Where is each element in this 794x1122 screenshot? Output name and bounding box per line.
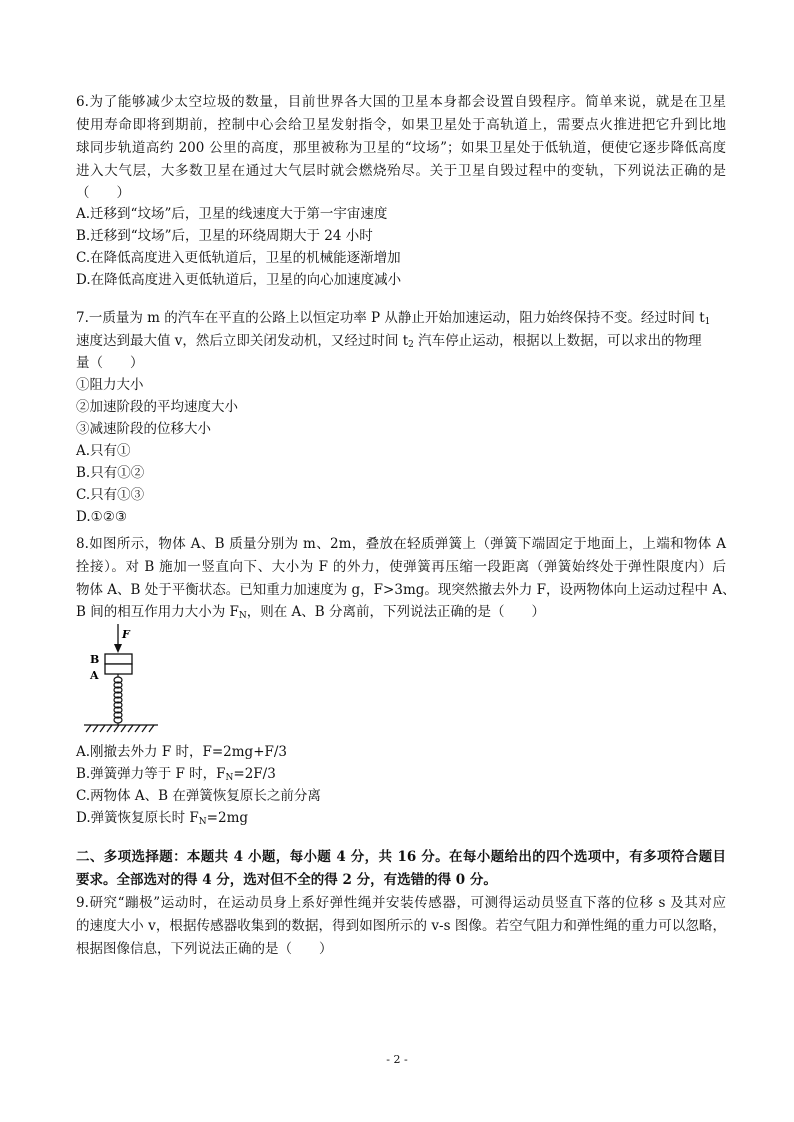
force-label: F — [122, 628, 130, 641]
q8-option-d-subscript: N — [198, 817, 207, 827]
q8-fn-subscript: N — [238, 611, 247, 621]
q7-item-3: ③减速阶段的位移大小 — [76, 421, 211, 437]
q7-stem-line — [76, 308, 726, 333]
q8-option-d-text: D.弹簧恢复原长时 F — [76, 810, 199, 826]
q8-option-b-subscript: N — [225, 773, 234, 783]
q8-stem-line: 8.如图所示，物体 A、B 质量分别为 m、2m，叠放在轻质弹簧上（弹簧下端固定于地面上，上端和物体 A — [76, 536, 726, 552]
q6-option-d: D.在降低高度进入更低轨道后，卫星的向心加速度减小 — [76, 272, 402, 288]
q8-stem-text: ，则在 A、B 分离前，下列说法正确的是（ ） — [246, 604, 546, 620]
q8-stem-text: B 间的相互作用力大小为 F — [76, 604, 239, 620]
q8-option-b-text: =2F/3 — [233, 766, 276, 782]
spring — [114, 674, 122, 725]
q6-option-c: C.在降低高度进入更低轨道后，卫星的机械能逐渐增加 — [76, 250, 401, 266]
q6-option-a: A.迁移到“坟场”后，卫星的线速度大于第一宇宙速度 — [76, 206, 388, 222]
block-a — [105, 664, 132, 674]
section-2-instructions: 要求。全部选对的得 4 分，选对但不全的得 2 分，有选错的得 0 分。 — [76, 872, 497, 888]
q6-answer-bracket: （ ） — [76, 185, 130, 201]
q8-stem-line: 物体 A、B 处于平衡状态。已知重力加速度为 g，F>3mg。现突然撤去外力 F，设两物体向上运动过程中 A、 — [76, 582, 736, 598]
q8-option-d — [76, 808, 726, 833]
q6-stem-line: 6.为了能够减少太空垃圾的数量，目前世界各大国的卫星本身都会设置自毁程序。简单来说，就是在卫星 — [76, 94, 726, 110]
q7-option-a: A.只有① — [76, 443, 131, 459]
spring-blocks-figure — [80, 622, 180, 734]
q9-stem-line: 的速度大小 v，根据传感器收集到的数据，得到如图所示的 v-s 图像。若空气阻力和弹性绳的重力可以忽略， — [76, 918, 726, 934]
q7-t2-subscript: 2 — [408, 340, 414, 350]
q8-stem-line: 拴接）。对 B 施加一竖直向下、大小为 F 的外力，使弹簧再压缩一段距离（弹簧始终处于弹性限度内）后 — [76, 559, 726, 575]
q8-option-d-text: =2mg — [206, 810, 249, 826]
q7-option-c: C.只有①③ — [76, 487, 145, 503]
q7-stem-text: 汽车停止运动，根据以上数据，可以求出的物理 — [413, 333, 702, 349]
section-2-instructions: 二、多项选择题：本题共 4 小题，每小题 4 分，共 16 分。在每小题给出的四个选项中，有多项符合题目 — [76, 849, 726, 865]
q8-option-a: A.刚撤去外力 F 时，F=2mg+F/3 — [76, 744, 288, 760]
q6-option-b: B.迁移到“坟场”后，卫星的环绕周期大于 24 小时 — [76, 228, 373, 244]
block-a-label: A — [90, 669, 99, 682]
q7-stem-text: 7.一质量为 m 的汽车在平直的公路上以恒定功率 P 从静止开始加速运动，阻力始终保持不变。经过时间 t — [76, 310, 705, 326]
q6-stem-line: 使用寿命即将到期前，控制中心会给卫星发射指令，如果卫星处于高轨道上，需要点火推进把它升到比地 — [76, 117, 726, 133]
q7-item-1: ①阻力大小 — [76, 377, 144, 393]
q7-option-b: B.只有①② — [76, 465, 145, 481]
block-b — [105, 654, 132, 664]
page-number: - 2 - — [386, 1053, 408, 1066]
q7-item-2: ②加速阶段的平均速度大小 — [76, 399, 238, 415]
q9-stem-line: 9.研究“蹦极”运动时，在运动员身上系好弹性绳并安装传感器，可测得运动员竖直下落的位移 s 及其对应 — [76, 895, 726, 911]
q9-stem-line: 根据图像信息，下列说法正确的是（ ） — [76, 941, 333, 957]
q7-t1-subscript: 1 — [704, 317, 711, 327]
q7-option-d: D.①②③ — [76, 509, 127, 525]
block-b-label: B — [90, 653, 100, 666]
q6-stem-line: 进入大气层，大多数卫星在通过大气层时就会燃烧殆尽。关于卫星自毁过程中的变轨，下列说法正确的是 — [76, 163, 726, 179]
q8-option-c: C.两物体 A、B 在弹簧恢复原长之前分离 — [76, 788, 321, 804]
ground — [84, 725, 158, 732]
q7-stem-line: 量（ ） — [76, 355, 144, 371]
q7-stem-text: 速度达到最大值 v，然后立即关闭发动机，又经过时间 t — [76, 333, 409, 349]
q6-stem-line: 球同步轨道高约 200 公里的高度，那里被称为卫星的“坟场”；如果卫星处于低轨道，便使它逐步降低高度 — [76, 140, 726, 156]
q8-option-b-text: B.弹簧弹力等于 F 时，F — [76, 766, 226, 782]
force-arrow-head — [114, 644, 122, 653]
